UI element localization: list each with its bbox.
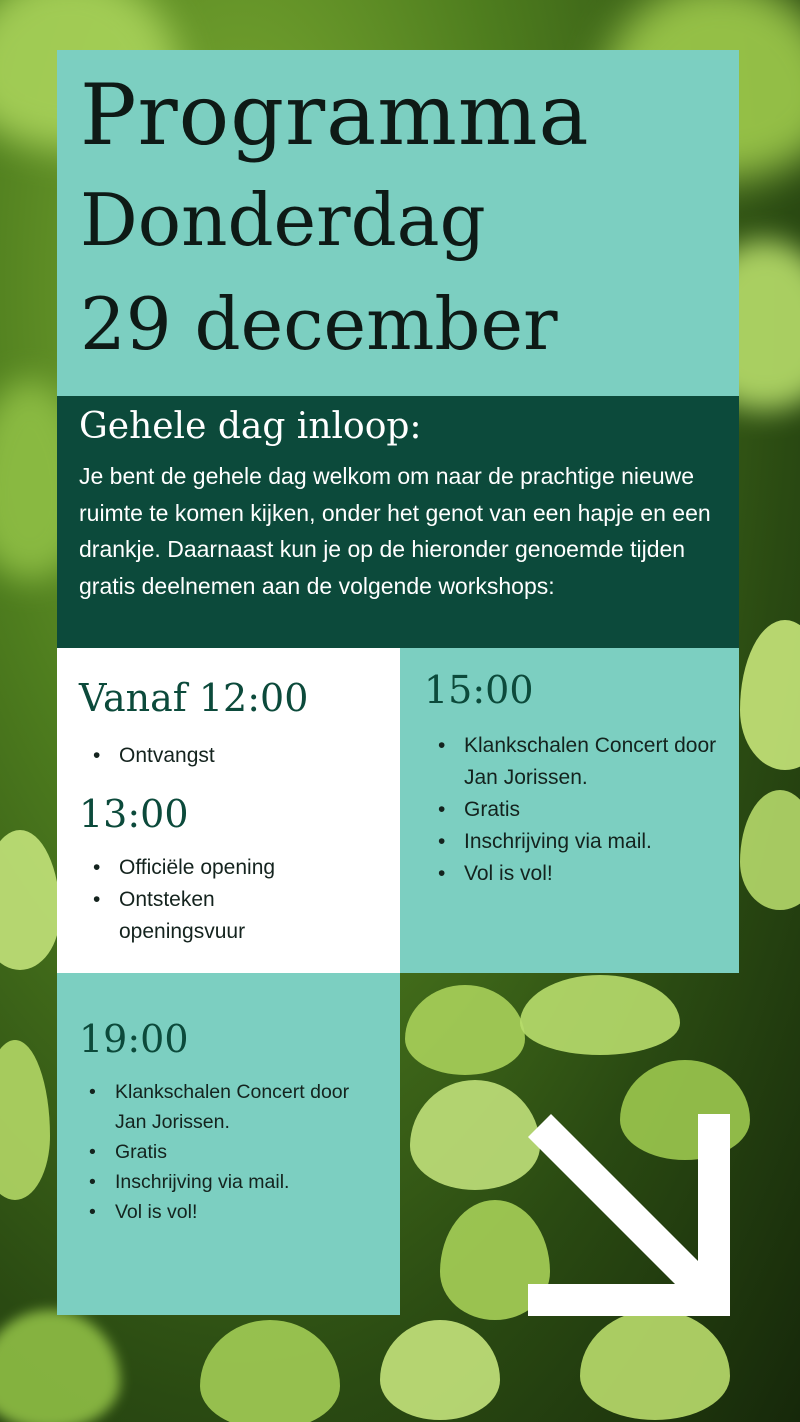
title-line-date: 29 december [80, 282, 558, 366]
list-item: • Gratis [424, 794, 724, 826]
list-item: • Vol is vol! [424, 858, 724, 890]
list-item: • Inschrijving via mail. [75, 1167, 375, 1197]
list-item: • Ontvangst [79, 740, 389, 772]
item-list-1300 [79, 852, 309, 948]
time-label-1200: Vanaf 12:00 [79, 676, 309, 720]
arrow-down-right-icon [528, 1114, 730, 1316]
item-list-1500 [424, 730, 724, 890]
item-list-1200 [79, 740, 389, 772]
time-label-1900: 19:00 [79, 1017, 189, 1061]
title-line-programma: Programma [80, 66, 590, 164]
list-item: • Inschrijving via mail. [424, 826, 724, 858]
list-item: • Gratis [75, 1137, 375, 1167]
intro-text: Je bent de gehele dag welkom om naar de prachtige nieuwe ruimte te komen kijken, onder het genot van een hapje en een drankje. Daarnaast kun je op de hieronder genoemde tijden gratis deelnemen aan de volgende workshops: [79, 463, 711, 599]
list-item: • Vol is vol! [75, 1197, 375, 1227]
item-list-1900 [75, 1077, 375, 1227]
list-item: • Klankschalen Concert door Jan Jorissen. [75, 1077, 375, 1137]
schedule-block-noon [57, 648, 400, 973]
list-item: • Ontsteken openingsvuur [79, 884, 309, 948]
schedule-block-1900 [57, 973, 400, 1315]
list-item: • Officiële opening [79, 852, 309, 884]
intro-heading: Gehele dag inloop: [79, 406, 422, 447]
time-label-1500: 15:00 [424, 668, 534, 712]
intro-panel [57, 396, 739, 648]
time-label-1300: 13:00 [79, 792, 189, 836]
list-item: • Klankschalen Concert door Jan Jorissen. [424, 730, 724, 794]
title-line-day: Donderdag [80, 178, 486, 262]
schedule-block-1500 [400, 648, 739, 973]
